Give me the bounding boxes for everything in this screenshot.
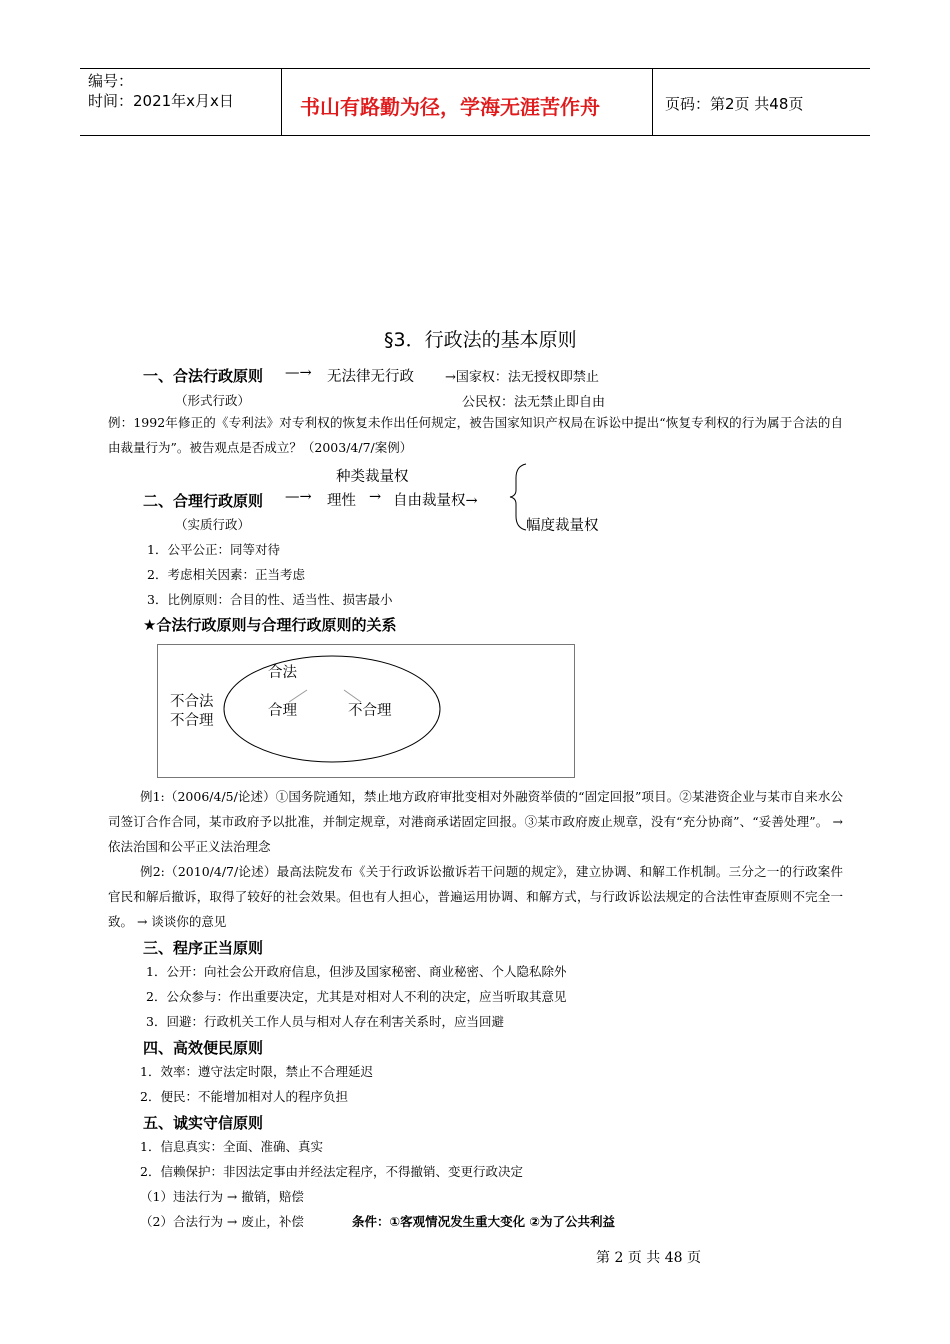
section-5-item-2: 2．信赖保护：非因法定事由并经法定程序，不得撤销、变更行政决定 (140, 1164, 523, 1179)
section-3-item-1: 1．公开：向社会公开政府信息，但涉及国家秘密、商业秘密、个人隐私除外 (146, 964, 567, 979)
section-1-heading: 一、合法行政原则 (143, 367, 264, 385)
section-1-example: 例：1992年修正的《专利法》对专利权的恢复未作出任何规定，被告国家知识产权局在诉讼中提出“恢复专利权的行为属于合法的自由裁量行为”。被告观点是否成立？（2003/4/7/案例） (108, 415, 843, 455)
section-5-condition: 条件：①客观情况发生重大变化 ②为了公共利益 (352, 1214, 616, 1229)
section-2-arrow-1: —→ (285, 489, 312, 505)
section-3-heading: 三、程序正当原则 (143, 939, 264, 957)
section-2-branch-bottom: 幅度裁量权 (526, 518, 599, 534)
relation-legal-label: 合法 (268, 665, 297, 681)
relation-unreasonable-outer-label: 不合理 (170, 713, 214, 729)
header-serial: 编号： (88, 72, 134, 90)
header-top-rule (80, 68, 870, 69)
section-5-item-1: 1．信息真实：全面、准确、真实 (140, 1139, 323, 1154)
header-divider-1 (281, 68, 282, 136)
section-1-subtitle: （形式行政） (175, 393, 251, 408)
section-2-step-1: 理性 (327, 493, 356, 509)
section-3-item-3: 3．回避：行政机关工作人员与相对人存在利害关系时，应当回避 (146, 1014, 504, 1029)
section-2-subtitle: （实质行政） (175, 517, 251, 532)
section-5-item-3: （1）违法行为 → 撤销，赔偿 (140, 1189, 304, 1204)
example-1: 例1:（2006/4/5/论述）①国务院通知，禁止地方政府审批变相对外融资举债的“固定回报”项目。②某港资企业与某市自来水公司签订合作合同，某市政府予以批准，并制定规章，对港商承诺固定回报。③某市政府废止规章，没有“充分协商”、“妥善处理”。 → 依法治国和公平正义法治理念 (108, 789, 843, 854)
section-5-heading: 五、诚实守信原则 (143, 1114, 264, 1132)
section-1-state-power: →国家权：法无授权即禁止 (445, 370, 599, 385)
header-motto: 书山有路勤为径，学海无涯苦作舟 (300, 95, 600, 119)
example-2: 例2:（2010/4/7/论述）最高法院发布《关于行政诉讼撤诉若干问题的规定》，建立协调、和解工作机制。三分之一的行政案件官民和解后撤诉，取得了较好的社会效果。但也有人担心，普遍运用协调、和解方式，与行政诉讼法规定的合法性审查原则不完全一致。 → 谈谈你的意见 (108, 864, 843, 929)
relation-ellipse (222, 654, 442, 764)
section-4-heading: 四、高效便民原则 (143, 1039, 264, 1057)
relation-heading: ★合法行政原则与合理行政原则的关系 (143, 616, 397, 634)
relation-illegal-label: 不合法 (170, 694, 214, 710)
section-3-item-2: 2．公众参与：作出重要决定，尤其是对相对人不利的决定，应当听取其意见 (146, 989, 567, 1004)
header-divider-2 (652, 68, 653, 136)
section-2-arrow-2: → (369, 489, 382, 505)
section-2-item-1: 1．公平公正：同等对待 (147, 542, 280, 557)
header-date: 时间：2021年x月x日 (88, 92, 234, 110)
section-4-item-1: 1．效率：遵守法定时限，禁止不合理延迟 (140, 1064, 373, 1079)
header-bottom-rule (80, 135, 870, 136)
section-2-heading: 二、合理行政原则 (143, 492, 264, 510)
section-2-branch-top: 种类裁量权 (336, 469, 409, 485)
header-page-info: 页码：第2页 共48页 (665, 95, 804, 113)
section-1-concept: 无法律无行政 (327, 369, 414, 385)
section-1-citizen-power: 公民权：法无禁止即自由 (462, 395, 606, 410)
relation-reasonable-label: 合理 (268, 703, 297, 719)
page-title: §3．行政法的基本原则 (384, 329, 577, 351)
section-4-item-2: 2．便民：不能增加相对人的程序负担 (140, 1089, 348, 1104)
section-1-arrow: —→ (285, 365, 312, 381)
section-2-item-3: 3．比例原则：合目的性、适当性、损害最小 (147, 592, 393, 607)
relation-unreasonable-label: 不合理 (348, 703, 392, 719)
page-footer: 第 2 页 共 48 页 (596, 1250, 701, 1266)
section-5-item-4: （2）合法行为 → 废止，补偿 (140, 1214, 304, 1229)
section-2-step-2: 自由裁量权→ (393, 493, 478, 509)
section-2-item-2: 2．考虑相关因素：正当考虑 (147, 567, 305, 582)
